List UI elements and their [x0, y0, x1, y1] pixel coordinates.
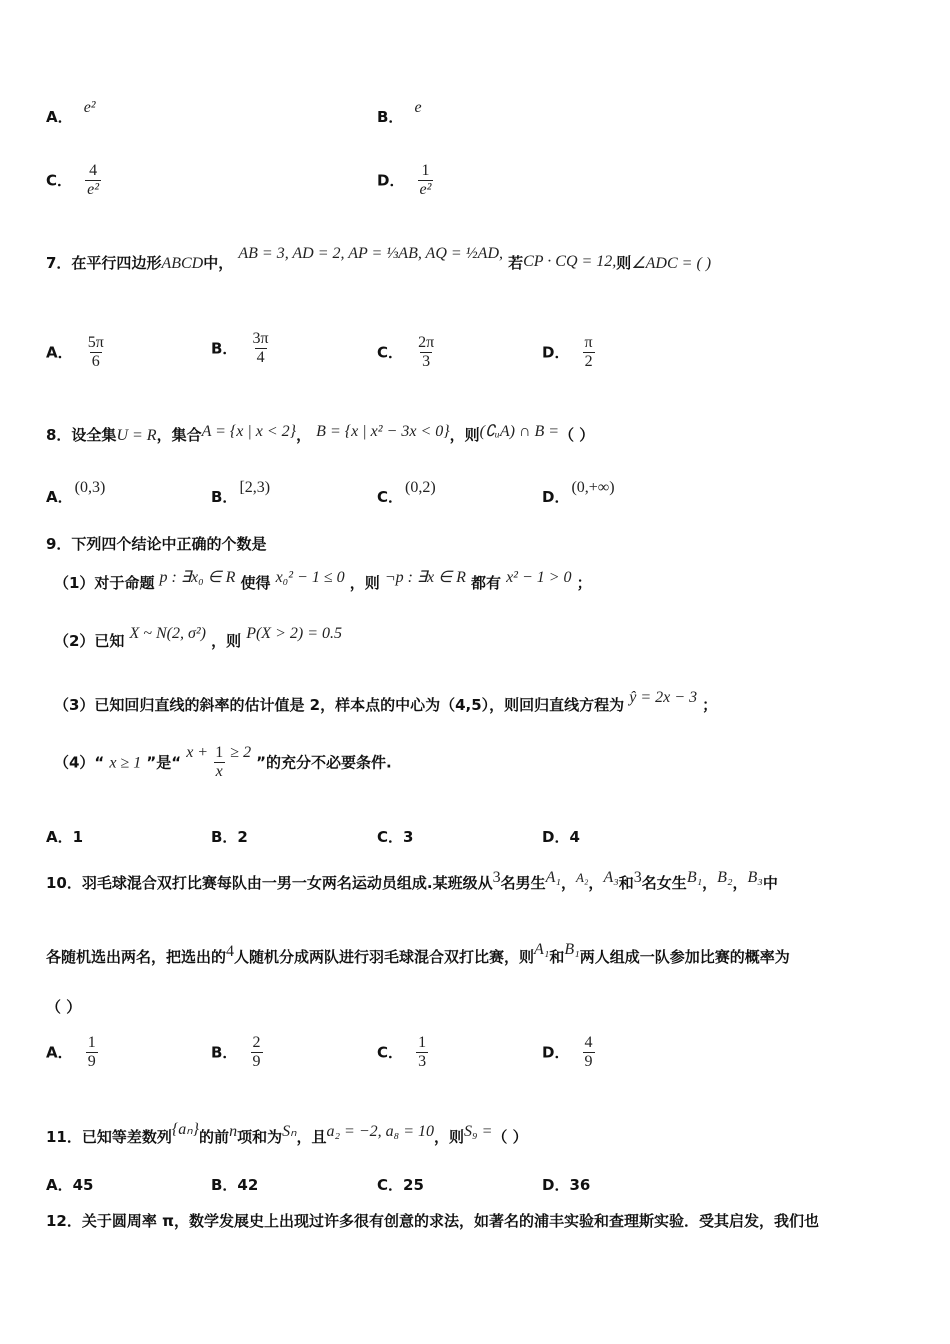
option-letter: C． [46, 171, 73, 190]
q10-text: 中 [762, 874, 778, 892]
q8-option-c[interactable] [377, 476, 436, 506]
q9-title: 9．下列四个结论中正确的个数是 [46, 535, 267, 553]
option-math: e [414, 99, 422, 116]
q7-option-c[interactable] [377, 334, 436, 372]
q9-s1-text: ； [576, 574, 592, 592]
q10-math: 3 [633, 869, 642, 886]
q6-option-c[interactable] [46, 162, 101, 200]
q7-given: AB = 3, AD = 2, AP = ⅓AB, AQ = ½AD, [238, 245, 503, 262]
q12-text: 12．关于圆周率 π，数学发展史上出现过许多很有创意的求法，如著名的浦丰实验和查理斯实验．受其启发，我们也 [46, 1212, 819, 1230]
option-letter: D． [542, 488, 570, 506]
q9-option-a[interactable]: A．1 [46, 828, 84, 846]
option-letter: D． [542, 343, 570, 362]
option-letter: A． [46, 343, 73, 362]
q10-math: 3 [492, 869, 501, 886]
q11-option-c[interactable]: C．25 [377, 1176, 424, 1194]
q11-math: a₂ = −2, a₈ = 10 [326, 1123, 434, 1140]
q9-s1-text: 都有 [470, 574, 501, 592]
q8-option-d[interactable] [542, 476, 615, 506]
q9-s3-text: （3）已知回归直线的斜率的估计值是 2，样本点的中心为（4,5），则回归直线方程为 [54, 696, 625, 714]
q9-statement-2 [54, 625, 342, 651]
q7-option-d[interactable] [542, 334, 595, 372]
q9-s4-text: ”的充分不必要条件. [256, 753, 392, 772]
q11-option-b[interactable]: B．42 [211, 1176, 259, 1194]
q10-line-2 [46, 941, 790, 967]
q7-option-a[interactable] [46, 334, 106, 372]
option-fraction [85, 162, 101, 200]
q10-option-b[interactable] [211, 1034, 263, 1072]
q9-option-d[interactable]: D．4 [542, 828, 580, 846]
q9-s1-math: x² − 1 > 0 [506, 569, 572, 586]
q6-option-d[interactable] [377, 162, 433, 200]
q11-text: ，则 [433, 1128, 464, 1146]
q9-s4-text: （4）“ [54, 753, 105, 772]
q8-option-b[interactable] [211, 476, 271, 506]
q10-text: 两人组成一队参加比赛的概率为 [579, 948, 790, 966]
q7-mid: 中， [203, 254, 234, 272]
q7-shape: ABCD [161, 255, 204, 272]
fraction-denominator: 3 [422, 353, 431, 371]
q9-s1-text: 使得 [240, 574, 271, 592]
q9-s1-text: ，则 [349, 574, 380, 592]
fraction-denominator: 9 [87, 1053, 96, 1071]
q10-text: ， [732, 874, 748, 892]
fraction-denominator: e² [419, 181, 432, 199]
option-math: (0,2) [405, 479, 436, 496]
q10-text: 名女生 [641, 874, 687, 892]
q10-option-d[interactable] [542, 1034, 595, 1072]
q10-math: A₂ [575, 870, 589, 885]
fraction-denominator: 3 [418, 1053, 427, 1071]
q6-option-b[interactable] [377, 99, 422, 127]
fraction-denominator: x [215, 763, 223, 781]
fraction-denominator: 9 [584, 1053, 593, 1071]
q7-stem [46, 245, 712, 273]
option-letter: B． [377, 108, 404, 126]
option-fraction [86, 334, 106, 372]
q7-option-b[interactable] [211, 330, 271, 368]
q10-text: ， [588, 874, 604, 892]
q8-set-a: A = {x | x < 2} [201, 423, 297, 440]
q7-ask: ∠ADC = ( ) [631, 255, 712, 272]
option-fraction [251, 1034, 263, 1072]
q10-text: 各随机选出两名，把选出的 [46, 948, 227, 966]
q8-prefix: 8．设全集 [46, 426, 117, 444]
q10-math: A₁ [534, 941, 550, 958]
option-fraction [583, 334, 595, 372]
q11-text: ，且 [296, 1128, 327, 1146]
fraction-numerator: 3π [252, 330, 269, 347]
q9-s2-math: X ~ N(2, σ²) [129, 625, 206, 642]
fraction-numerator: 1 [421, 162, 430, 179]
q11-text: 的前 [199, 1128, 230, 1146]
q10-text: 和 [618, 874, 634, 892]
q9-s1-text: （1）对于命题 [54, 574, 155, 592]
q10-math: A₃ [603, 869, 619, 886]
q9-option-b[interactable]: B．2 [211, 828, 248, 846]
q10-text: ， [560, 874, 576, 892]
fraction-denominator: 9 [252, 1053, 261, 1071]
q9-s4-text: ”是“ [146, 753, 182, 772]
q8-set-b: B = {x | x² − 3x < 0} [316, 423, 450, 440]
q10-option-c[interactable] [377, 1034, 428, 1072]
q8-option-a[interactable] [46, 476, 106, 506]
fraction-numerator: 4 [584, 1034, 593, 1051]
q10-text: ， [702, 874, 718, 892]
q10-math: B₂ [717, 869, 733, 886]
option-fraction [86, 1034, 98, 1072]
option-letter: A． [46, 108, 73, 126]
q10-math: B₁ [564, 941, 580, 958]
q7-then-label: 则 [616, 254, 632, 272]
q10-text: 和 [549, 948, 565, 966]
q9-s3-math: ŷ = 2x − 3 [629, 689, 698, 706]
option-letter: B． [211, 339, 238, 358]
q11-text: 11．已知等差数列 [46, 1128, 172, 1146]
q8-mid: ，集合 [156, 426, 202, 444]
q7-prefix: 7．在平行四边形 [46, 254, 162, 272]
option-letter: D． [542, 1043, 570, 1062]
q11-text: （ ） [492, 1128, 528, 1146]
q10-blank: （ ） [46, 998, 82, 1016]
q9-s3-text: ； [702, 696, 718, 714]
fraction-numerator: 2 [252, 1034, 261, 1051]
option-letter: C． [377, 488, 404, 506]
q10-math: A₁ [545, 869, 561, 886]
fraction-numerator: π [584, 334, 593, 351]
fraction-numerator: 1 [87, 1034, 96, 1051]
q9-s1-math: x₀² − 1 ≤ 0 [275, 569, 345, 586]
q10-math: 4 [226, 943, 235, 960]
fraction-denominator: e² [87, 181, 100, 199]
option-letter: B． [211, 1043, 238, 1062]
option-fraction [416, 1034, 428, 1072]
option-letter: C． [377, 343, 404, 362]
fraction-numerator: 1 [418, 1034, 427, 1051]
q9-s2-text: （2）已知 [54, 632, 125, 650]
option-letter: D． [377, 171, 405, 190]
q11-math: n [229, 1123, 238, 1140]
q9-statement-3 [54, 689, 718, 715]
option-letter: C． [377, 1043, 404, 1062]
q10-line-1 [46, 869, 778, 893]
q10-text: 人随机分成两队进行羽毛球混合双打比赛，则 [234, 948, 535, 966]
fraction-numerator: 2π [418, 334, 435, 351]
q11-math: {aₙ} [171, 1121, 200, 1138]
q9-s2-text: ，则 [211, 632, 242, 650]
q9-statement-1 [54, 569, 592, 593]
q11-math: S₉ = [464, 1123, 493, 1140]
q8-then-label: ，则 [449, 426, 480, 444]
q9-s4-math: x + [186, 744, 209, 762]
option-letter: A． [46, 488, 73, 506]
q9-s1-math: ¬p : ∃x ∈ R [384, 569, 466, 586]
option-fraction [416, 334, 436, 372]
fraction-denominator: 6 [91, 353, 100, 371]
option-fraction [583, 1034, 595, 1072]
option-fraction [418, 162, 434, 200]
q10-option-a[interactable] [46, 1034, 98, 1072]
q8-universe: U = R [116, 427, 157, 444]
q9-statement-4 [54, 744, 392, 782]
q11-option-a[interactable]: A．45 [46, 1176, 94, 1194]
q8-stem [46, 424, 594, 445]
fraction-denominator: 2 [584, 353, 593, 371]
q8-blank: （ ） [559, 426, 595, 444]
q9-s4-fraction [213, 744, 225, 782]
q6-option-a[interactable] [46, 99, 96, 127]
q10-math: B₁ [686, 869, 703, 886]
option-letter: A． [46, 1043, 73, 1062]
option-math: (0,+∞) [571, 479, 615, 496]
q11-math: Sₙ [282, 1123, 297, 1140]
q8-expr: (∁ᵤA) ∩ B = [479, 423, 560, 440]
q11-option-d[interactable]: D．36 [542, 1176, 591, 1194]
q10-text: 10．羽毛球混合双打比赛每队由一男一女两名运动员组成.某班级从 [46, 874, 493, 892]
q11-stem [46, 1121, 528, 1147]
q9-s4-math: ≥ 2 [230, 744, 252, 762]
q7-cond-label: 若 [508, 254, 524, 272]
option-math: [2,3) [239, 479, 271, 496]
option-math: (0,3) [74, 479, 106, 496]
q9-s4-math: x ≥ 1 [109, 754, 142, 772]
fraction-denominator: 4 [256, 349, 265, 367]
option-fraction [251, 330, 271, 368]
q8-sep: ， [296, 426, 312, 444]
fraction-numerator: 4 [89, 162, 98, 179]
q7-cond: CP · CQ = 12, [523, 253, 617, 270]
q10-text: 名男生 [500, 874, 546, 892]
option-letter: B． [211, 488, 238, 506]
fraction-numerator: 1 [215, 744, 224, 761]
q9-s1-math: p : ∃x₀ ∈ R [159, 569, 236, 586]
fraction-numerator: 5π [87, 334, 104, 351]
q9-s2-math: P(X > 2) = 0.5 [246, 625, 342, 642]
q10-math: B₃ [747, 869, 763, 886]
option-math: e² [83, 99, 96, 116]
q11-text: 项和为 [237, 1128, 283, 1146]
q9-option-c[interactable]: C．3 [377, 828, 414, 846]
